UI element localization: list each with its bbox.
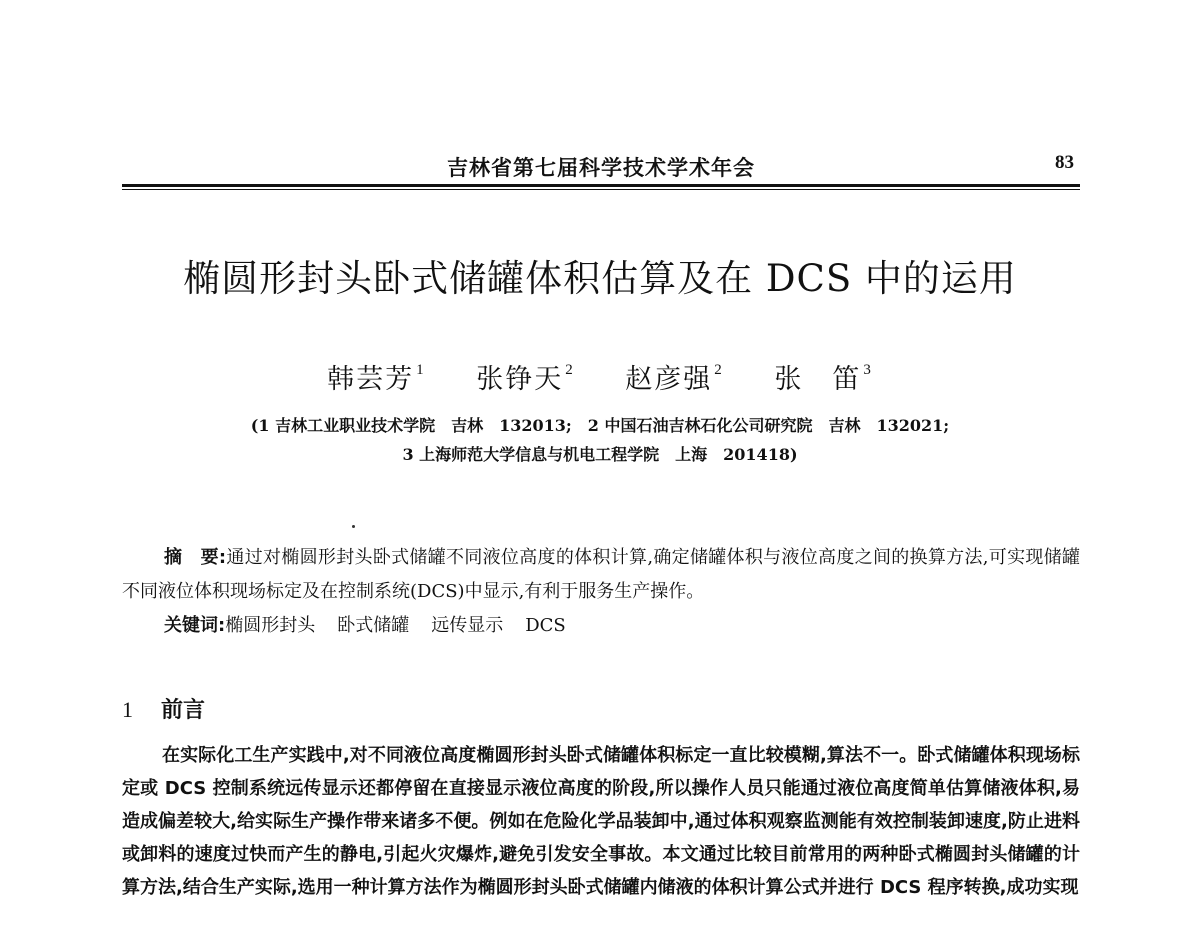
- author: [625, 357, 724, 396]
- author-name: 张铮天: [476, 364, 564, 395]
- author: [327, 357, 426, 396]
- keyword: 卧式储罐: [337, 615, 410, 636]
- keywords-label: 关键词:: [164, 615, 226, 636]
- author-list: [100, 357, 1100, 396]
- author-affiliation-mark: 2: [714, 362, 724, 378]
- abstract-text: 通过对椭圆形封头卧式储罐不同液位高度的体积计算,确定储罐体积与液位高度之间的换算方法,可实现储罐不同液位体积现场标定及在控制系统(DCS)中显示,有利于服务生产操作。: [122, 547, 1080, 602]
- author-affiliation-mark: 1: [416, 362, 426, 378]
- keyword: 椭圆形封头: [225, 615, 316, 636]
- abstract-block: [122, 541, 1080, 643]
- keyword: DCS: [525, 615, 566, 636]
- body-text: [122, 739, 1080, 904]
- body-paragraph: 在实际化工生产实践中,对不同液位高度椭圆形封头卧式储罐体积标定一直比较模糊,算法不一。卧式储罐体积现场标定或 DCS 控制系统远传显示还都停留在直接显示液位高度的阶段,所以操作人员只能通过液位高度简单估算储液体积,易造成偏差较大,给实际生产操作带来诸多不便。例如在危险化学品装卸中,通过体积观察监测能有效控制装卸速度,防止进料或卸料的速度过快而产生的静电,引起火灾爆炸,避免引发安全事故。本文通过比较目前常用的两种卧式椭圆封头储罐的计算方法,结合生产实际,选用一种计算方法作为椭圆形封头卧式储罐内储液的体积计算公式并进行 DCS 程序转换,成功实现: [122, 745, 1080, 898]
- header-rule-thin: [122, 189, 1080, 190]
- running-header: [122, 150, 1080, 182]
- affiliation-line-1: (1 吉林工业职业技术学院 吉林 132013; 2 中国石油吉林石化公司研究院 吉林 132021;: [250, 416, 950, 435]
- author-name: 张 笛: [774, 364, 862, 395]
- author-name: 韩芸芳: [327, 364, 415, 395]
- author: [774, 357, 873, 396]
- author-name: 赵彦强: [625, 364, 713, 395]
- page-number: 83: [1055, 152, 1074, 173]
- section-number: 1: [122, 697, 133, 722]
- section-title: 前言: [161, 698, 206, 723]
- abstract-paragraph: [122, 541, 1080, 609]
- affiliation-line-2: 3 上海师范大学信息与机电工程学院 上海 201418): [402, 445, 798, 464]
- section-heading: [122, 693, 205, 724]
- header-rule-thick: [122, 184, 1080, 187]
- author-affiliation-mark: 2: [565, 362, 575, 378]
- author: [476, 357, 575, 396]
- scan-speck: [352, 525, 355, 528]
- keyword: 远传显示: [431, 615, 504, 636]
- keywords-line: [164, 609, 1080, 643]
- author-affiliation-mark: 3: [863, 362, 873, 378]
- journal-name: 吉林省第七届科学技术学术年会: [447, 155, 755, 180]
- paper-title: 椭圆形封头卧式储罐体积估算及在 DCS 中的运用: [183, 257, 1017, 300]
- abstract-label: 摘 要:: [164, 547, 227, 568]
